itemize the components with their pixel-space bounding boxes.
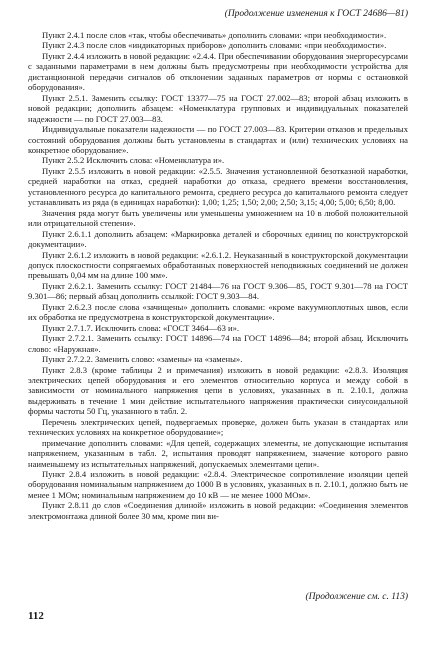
paragraph: Пункт 2.7.1.7. Исключить слова: «ГОСТ 3464—63 и». [42,322,240,333]
paragraph: Перечень электрических цепей, подвергаемых проверке, должен быть указан в стандартах или технических условиях на конкретное оборудование»; [28,416,408,438]
paragraph: Пункт 2.6.1.1 дополнить абзацем: «Маркировка деталей и сборочных единиц по конструкторской документации». [28,228,408,250]
document-body [28,30,408,521]
continuation-note: (Продолжение см. с. 113) [305,592,408,602]
paragraph: Значения ряда могут быть увеличены или уменьшены умножением на 10 в любой положительной или отрицательной степени». [28,207,408,229]
paragraph: Пункт 2.5.5 изложить в новой редакции: «2.5.5. Значения установленной безотказной наработки, средней наработки на отказ, средней наработки до отказа, среднего времени восстановления, установленного ресурса до капитального ремонта, среднего ресурса до капитального ремонта следует устанавливать из ряда (в единицах наработки): 1,00; 1,25; 1,50; 2,00; 2,50; 3,15; 4,00; 5,00; 6,50; 8,00. [28,165,408,208]
paragraph: Пункт 2.8.11 до слов «Соединения длиной» изложить в новой редакции: «Соединения элементов электромонтажа длиной более 30 мм, кроме пин ви- [28,500,408,521]
paragraph: Пункт 2.8.4 изложить в новой редакции: «2.8.4. Электрическое сопротивление изоляции цепей оборудования номинальным напряжением до 1000 В в условиях, указанных в п. 2.10.1, должно быть не менее 1 МОм; номинальным напряжением до 10 кВ — не менее 1000 МОм». [28,469,408,500]
paragraph: Пункт 2.4.3 после слов «индикаторных приборов» дополнить словами: «при необходимости». [42,40,387,51]
paragraph: Пункт 2.6.1.2 изложить в новой редакции: «2.6.1.2. Неуказанный в конструкторской документации допуск плоскостности сопрягаемых обработанных поверхностей неподвижных соединений не должен превышать 0,04 мм на длине 100 мм». [28,249,408,281]
paragraph: Пункт 2.7.2.2. Заменить слово: «замены» на «замены». [42,354,243,365]
paragraph: Пункт 2.5.2 Исключить слова: «Номенклатура и». [42,155,225,166]
page-number: 112 [28,610,44,622]
paragraph: Индивидуальные показатели надежности — по ГОСТ 27.003—83. Критерии отказов и предельных состояний оборудования должны быть установлены в стандартах и (или) технических условиях на конкретное оборудование». [28,124,408,155]
paragraph: примечание дополнить словами: «Для цепей, содержащих элементы, не допускающие испытания напряжением, указанным в табл. 2, испытания проводят напряжением, значение которого равно наименьшему из испытательных напряжений, допускаемых элементами цепи». [28,437,408,469]
paragraph: Пункт 2.4.4 изложить в новой редакции: «2.4.4. При обеспечивании оборудования энергоресурсами с заданными параметрами в нем должны быть предусмотрены при необходимости устройства для дистанционной передачи сигналов об отклонении заданных параметров от нормы с остановкой оборудования». [28,50,408,93]
paragraph: Пункт 2.7.2.1. Заменить ссылку: ГОСТ 14896—74 на ГОСТ 14896—84; второй абзац. Исключить слово: «Наружная». [28,333,408,354]
paragraph: Пункт 2.5.1. Заменить ссылку: ГОСТ 13377—75 на ГОСТ 27.002—83; второй абзац изложить в новой редакции; дополнить абзацем: «Номенклатура групповых и индивидуальных показателей надежности — по ГОСТ 27.003—83. [28,92,408,124]
paragraph: Пункт 2.4.1 после слов «так, чтобы обеспечивать» дополнить словами: «при необходимости». [42,30,387,40]
paragraph: Пункт 2.6.2.3 после слова «зачищены» дополнить словами: «кроме вакуумноплотных швов, если их обработка не предусмотрена в конструкторской документации». [28,301,408,323]
paragraph: Пункт 2.8.3 (кроме таблицы 2 и примечания) изложить в новой редакции: «2.8.3. Изоляция электрических цепей оборудования и его элементов относительно корпуса и между собой в зависимости от номинального напряжения цепи в условиях, указанных в п. 2.10.1, должна выдерживать в течение 1 мин действие испытательного напряжения практически синусоидальной формы частоты 50 Гц, указанного в табл. 2. [28,364,408,417]
paragraph: Пункт 2.6.2.1. Заменить ссылку: ГОСТ 21484—76 на ГОСТ 9.306—85, ГОСТ 9.301—78 на ГОСТ 9.301—86; первый абзац дополнить ссылкой: ГОСТ 9.303—84. [28,280,408,302]
running-header: (Продолжение изменения к ГОСТ 24686—81) [224,9,408,19]
